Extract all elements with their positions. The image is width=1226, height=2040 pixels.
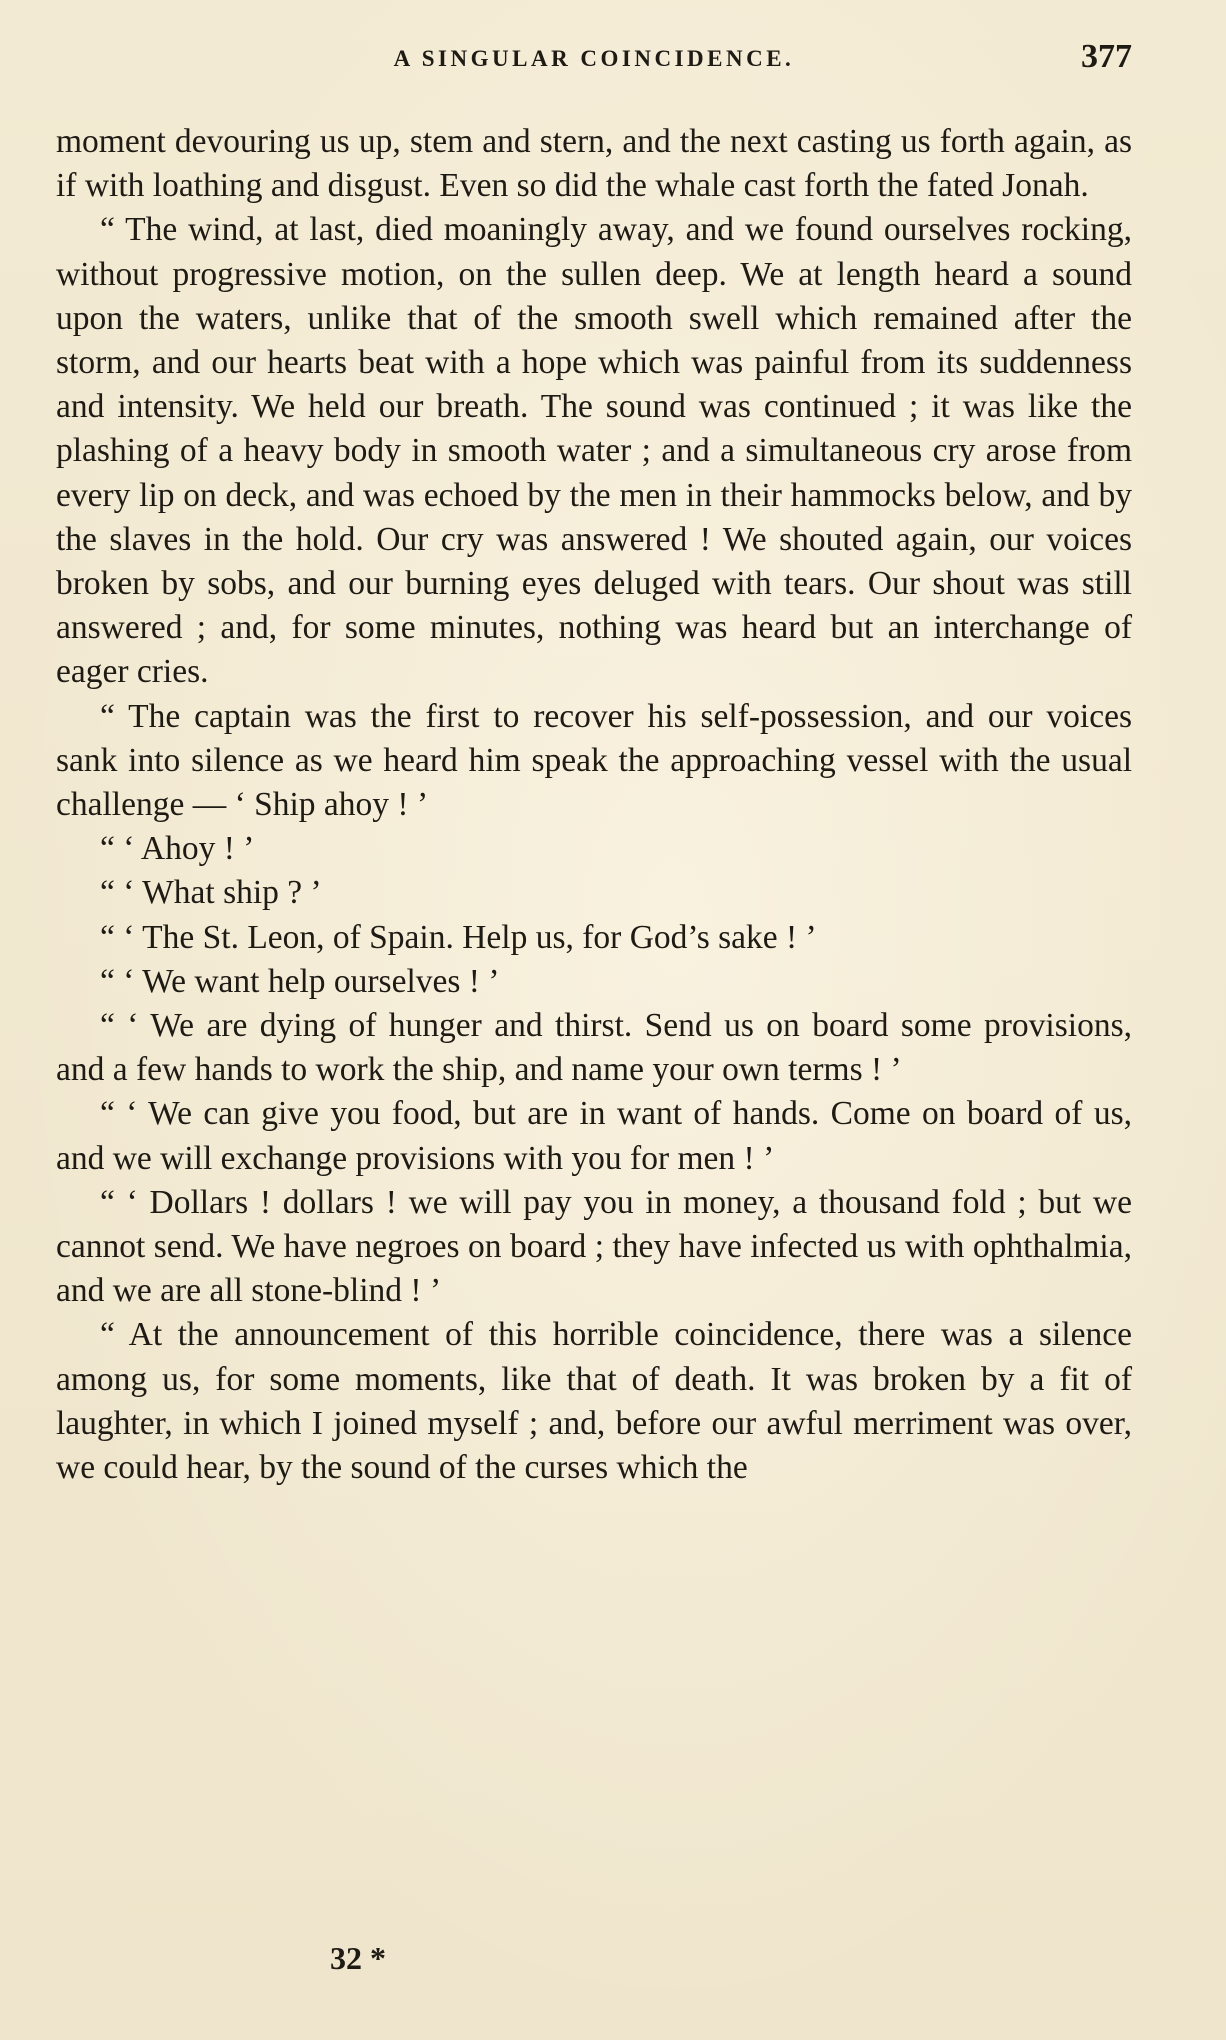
signature-mark: 32 *: [330, 1940, 386, 1976]
dialogue-line: “ ‘ We want help ourselves ! ’: [100, 962, 500, 1000]
running-title: A SINGULAR COINCIDENCE.: [393, 46, 795, 71]
dialogue-line: “ ‘ What ship ? ’: [100, 874, 322, 912]
dialogue-line: “ ‘ The St. Leon, of Spain. Help us, for God’s sake ! ’: [100, 918, 817, 956]
dialogue-line: “ ‘ Ahoy ! ’: [100, 830, 255, 868]
paragraph: moment devouring us up, stem and stern, and the next casting us forth again, as if with loathing and disgust. Even so did the whale cast forth the fated Jonah.: [56, 123, 1132, 205]
dialogue-line: “ ‘ Dollars ! dollars ! we will pay you in money, a thousand fold ; but we cannot send. We have negroes on board ; they have infected us with ophthalmia, and we are all stone-blind ! ’: [56, 1183, 1132, 1310]
page-number: 377: [1081, 38, 1132, 75]
paragraph: “ At the announcement of this horrible coincidence, there was a silence among us, for some moments, like that of death. It was broken by a fit of laughter, in which I joined myself ; and, before our awful merriment was over, we could hear, by the sound of the curses which the: [56, 1316, 1132, 1487]
paragraph: “ The captain was the first to recover his self-possession, and our voices sank into silence as we heard him speak the approaching vessel with the usual challenge — ‘ Ship ahoy ! ’: [56, 697, 1132, 824]
page-header: [56, 38, 1132, 82]
body-text: [56, 120, 1132, 1490]
paragraph: “ The wind, at last, died moaningly away, and we found ourselves rocking, without progressive motion, on the sullen deep. We at length heard a sound upon the waters, unlike that of the smooth swell which remained after the storm, and our hearts beat with a hope which was painful from its suddenness and intensity. We held our breath. The sound was continued ; it was like the plashing of a heavy body in smooth water ; and a simultaneous cry arose from every lip on deck, and was echoed by the men in their hammocks below, and by the slaves in the hold. Our cry was answered ! We shouted again, our voices broken by sobs, and our burning eyes deluged with tears. Our shout was still answered ; and, for some minutes, nothing was heard but an interchange of eager cries.: [56, 211, 1132, 691]
dialogue-line: “ ‘ We can give you food, but are in want of hands. Come on board of us, and we will exchange provisions with you for men ! ’: [56, 1095, 1132, 1177]
dialogue-line: “ ‘ We are dying of hunger and thirst. Send us on board some provisions, and a few hands to work the ship, and name your own terms ! ’: [56, 1007, 1132, 1089]
